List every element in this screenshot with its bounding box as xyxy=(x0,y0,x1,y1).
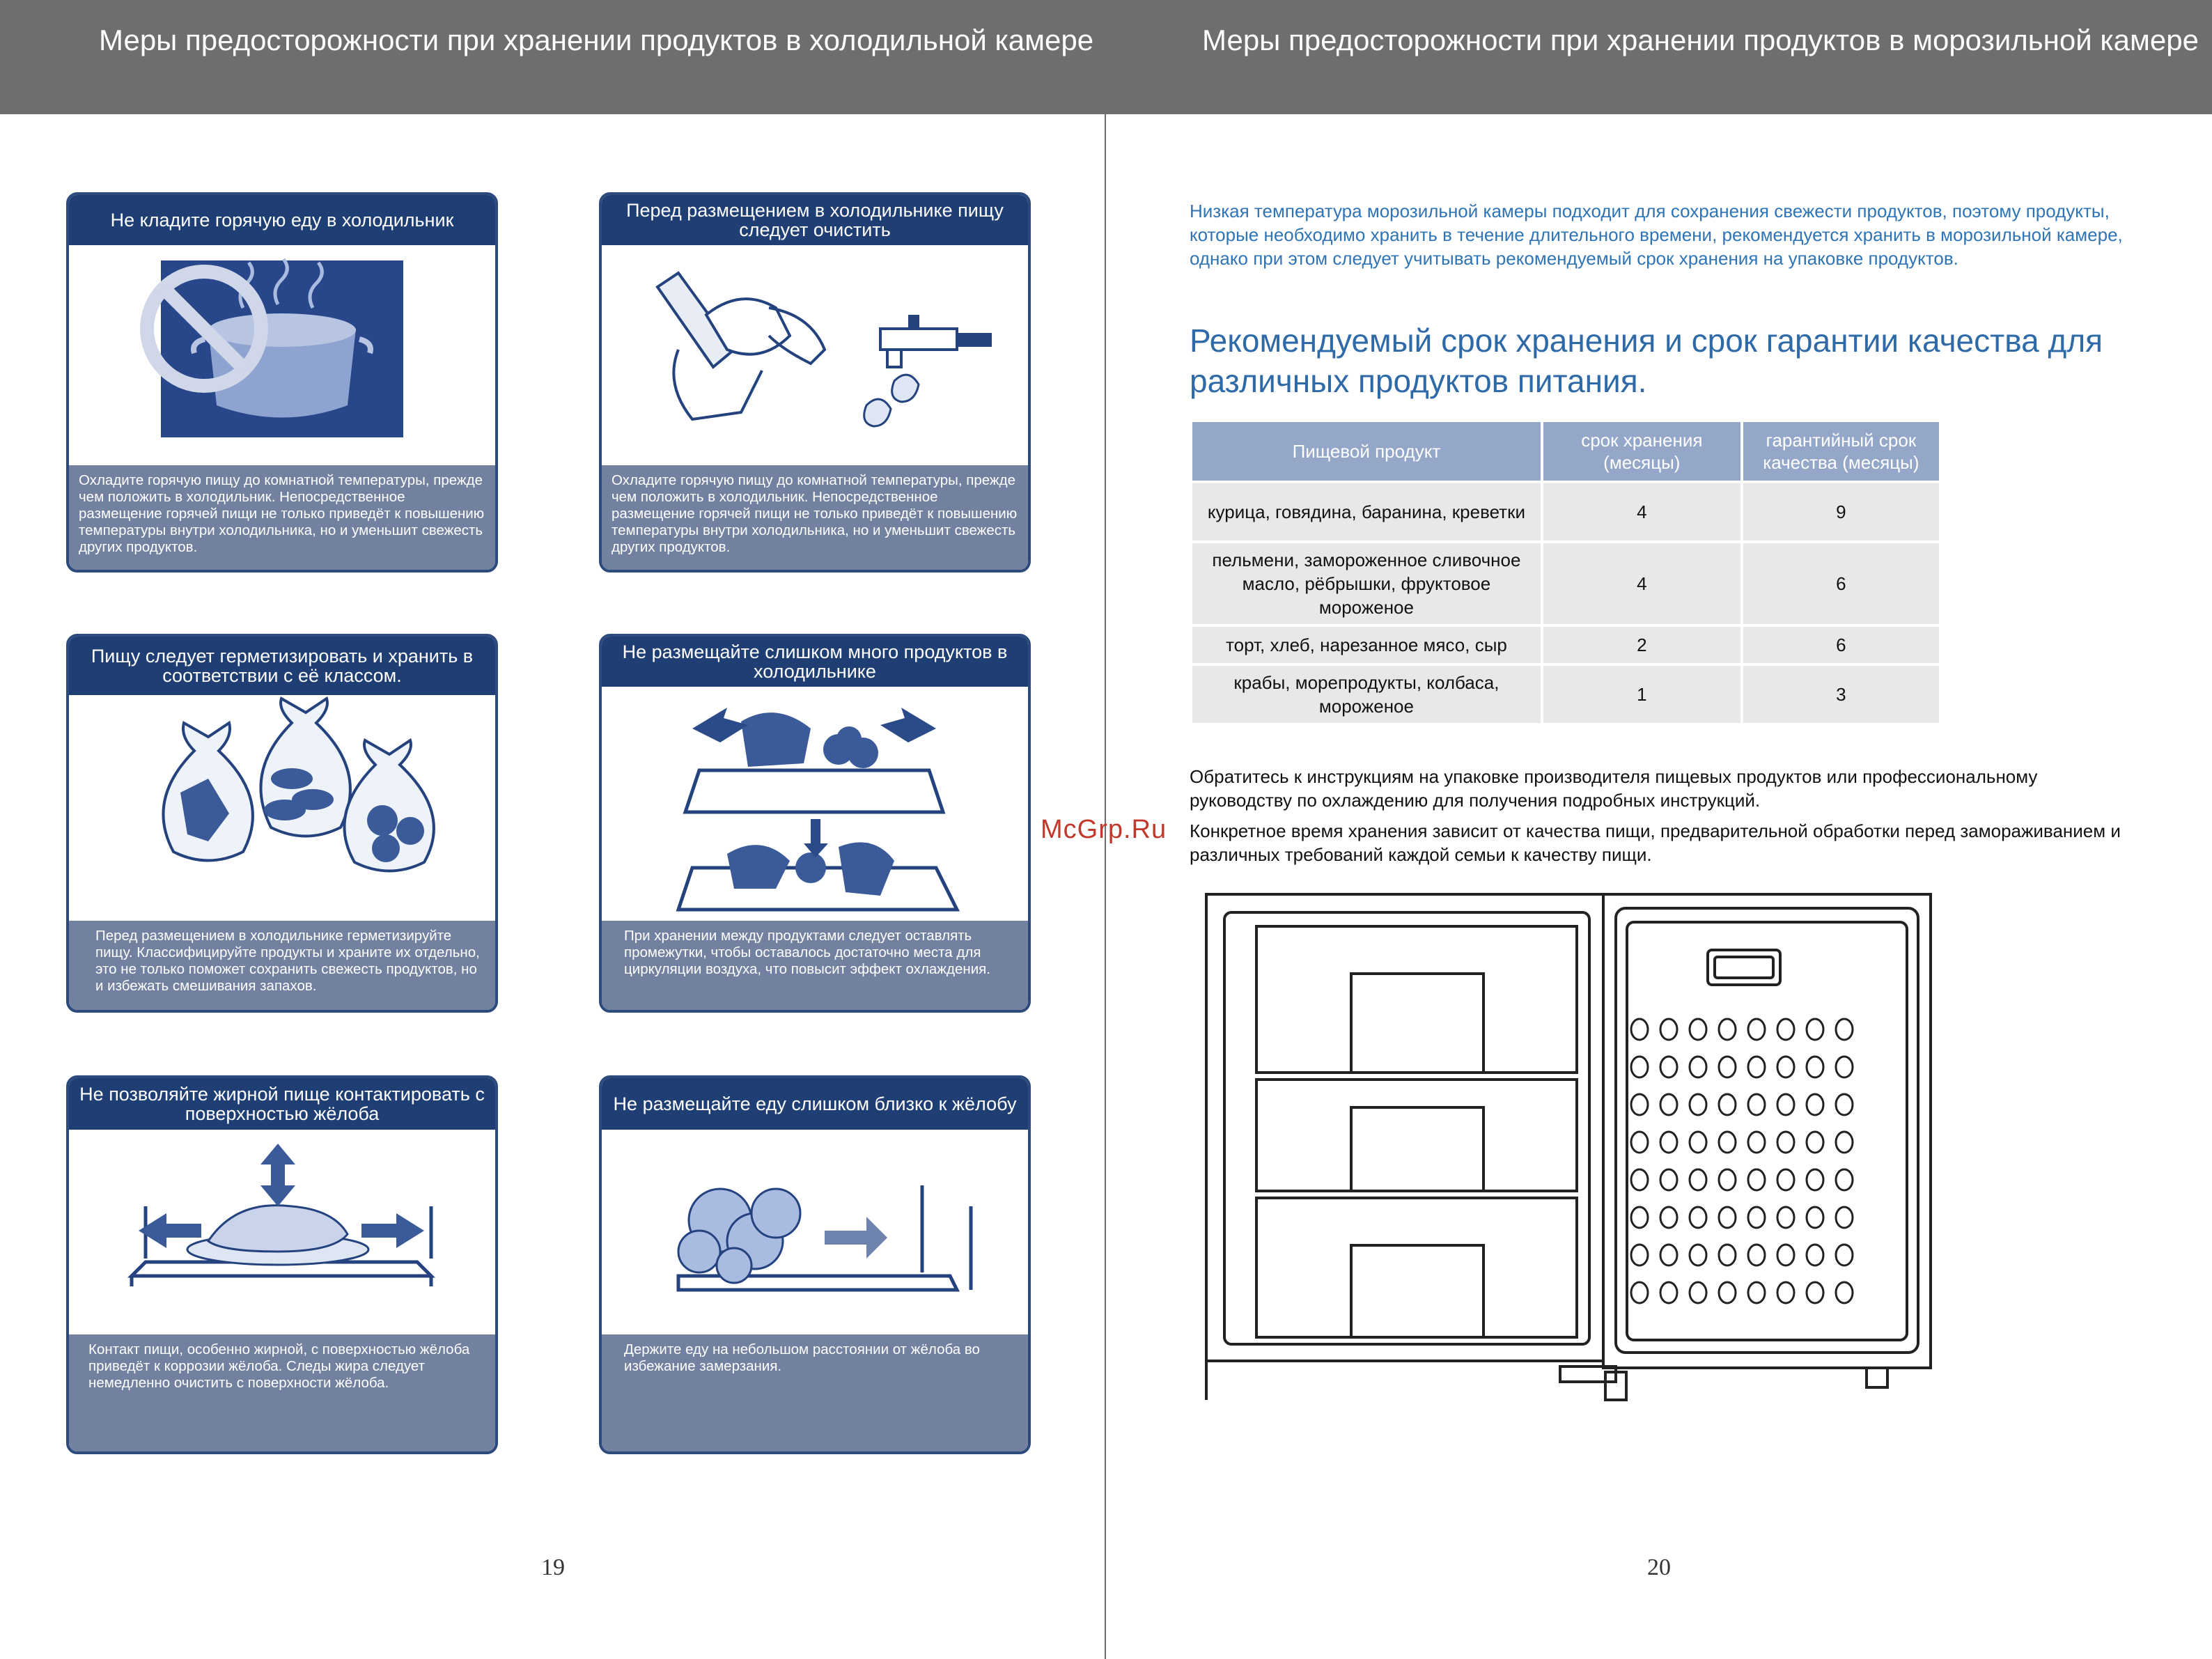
door-vent-oval xyxy=(1631,1245,1648,1265)
door-vent-oval xyxy=(1660,1169,1677,1190)
door-vent-oval xyxy=(1748,1057,1765,1077)
page-header-right: Меры предосторожности при хранении продуктов в морозильной камере xyxy=(1106,0,2212,114)
door-vent-oval xyxy=(1748,1132,1765,1153)
door-vent-oval xyxy=(1748,1282,1765,1303)
door-vent-oval xyxy=(1690,1057,1706,1077)
card-title: Не позволяйте жирной пище контактировать с поверхностью жёлоба xyxy=(69,1078,495,1130)
door-vent-oval xyxy=(1748,1169,1765,1190)
card-body-text: Контакт пищи, особенно жирной, с поверхностью жёлоба приведёт к коррозии жёлоба. Следы жира следует немедленно очистить с поверхности жёлоба. xyxy=(69,1334,495,1451)
door-vent-oval xyxy=(1719,1245,1736,1265)
door-vent-oval xyxy=(1719,1169,1736,1190)
guarantee-months-cell: 9 xyxy=(1742,482,1940,542)
door-vent-oval xyxy=(1777,1282,1794,1303)
door-vent-oval xyxy=(1777,1057,1794,1077)
door-vent-oval xyxy=(1777,1245,1794,1265)
storage-months-cell: 4 xyxy=(1542,542,1742,625)
tip-card-not-too-much xyxy=(599,634,1031,1013)
door-vent-oval xyxy=(1719,1057,1736,1077)
door-vent-oval xyxy=(1660,1094,1677,1115)
door-vent-oval xyxy=(1690,1245,1706,1265)
door-vent-oval xyxy=(1748,1019,1765,1040)
door-vent-oval xyxy=(1777,1094,1794,1115)
card-body-text: Охладите горячую пищу до комнатной температуры, прежде чем положить в холодильник. Непосредственное размещение горячей пищи не только приведёт к повышению температуры внутри холодильника, но и уменьшит свежесть других продуктов. xyxy=(69,465,495,570)
door-vent-oval xyxy=(1807,1057,1823,1077)
door-vent-oval xyxy=(1660,1245,1677,1265)
door-vent-oval xyxy=(1660,1019,1677,1040)
door-vent-oval xyxy=(1690,1094,1706,1115)
tip-card-not-too-close xyxy=(599,1075,1031,1454)
fruit-shelf-illustration xyxy=(602,1130,1028,1335)
door-vent-oval xyxy=(1748,1094,1765,1115)
page-number-right: 20 xyxy=(1647,1555,1671,1580)
hot-pot-illustration xyxy=(69,245,495,472)
storage-months-cell: 2 xyxy=(1542,625,1742,664)
page-header-left: Меры предосторожности при хранении продуктов в холодильной камере xyxy=(0,0,1106,114)
door-vent-oval xyxy=(1719,1132,1736,1153)
door-vent-oval xyxy=(1836,1245,1853,1265)
door-vent-oval xyxy=(1807,1019,1823,1040)
door-vent-oval xyxy=(1690,1132,1706,1153)
washing-illustration xyxy=(602,245,1028,472)
door-vent-oval xyxy=(1631,1094,1648,1115)
card-body-text: При хранении между продуктами следует оставлять промежутки, чтобы оставалось достаточно места для циркуляции воздуха, что повысит эффект охлаждения. xyxy=(602,921,1028,1010)
door-vent-oval xyxy=(1631,1207,1648,1228)
instructions-note: Обратитесь к инструкциям на упаковке производителя пищевых продуктов или профессиональному руководству по охлаждению для получения подробных инструкций. xyxy=(1190,766,2038,811)
card-title: Не размещайте еду слишком близко к жёлобу xyxy=(602,1078,1028,1130)
table-row xyxy=(1191,542,1940,625)
column-header-quality-guarantee: гарантийный срок качества (месяцы) xyxy=(1742,421,1940,482)
door-vent-oval xyxy=(1836,1207,1853,1228)
door-vent-oval xyxy=(1631,1057,1648,1077)
door-vent-oval xyxy=(1719,1094,1736,1115)
table-header-row xyxy=(1191,421,1940,482)
door-vent-oval xyxy=(1807,1132,1823,1153)
column-header-storage-period: срок хранения (месяцы) xyxy=(1542,421,1742,482)
door-vent-oval xyxy=(1807,1094,1823,1115)
door-vent-oval xyxy=(1631,1019,1648,1040)
door-vent-oval xyxy=(1631,1132,1648,1153)
guarantee-months-cell: 3 xyxy=(1742,664,1940,724)
door-vent-oval xyxy=(1660,1057,1677,1077)
page-number-left: 19 xyxy=(541,1555,565,1580)
door-vent-oval xyxy=(1836,1057,1853,1077)
product-cell: курица, говядина, баранина, креветки xyxy=(1191,482,1542,542)
card-title: Не размещайте слишком много продуктов в холодильнике xyxy=(602,637,1028,687)
storage-months-cell: 4 xyxy=(1542,482,1742,542)
door-vent-oval xyxy=(1777,1019,1794,1040)
storage-time-note: Конкретное время хранения зависит от качества пищи, предварительной обработки перед замораживанием и различных требований каждой семьи к качеству пищи. xyxy=(1190,820,2121,865)
door-vent-oval xyxy=(1836,1169,1853,1190)
card-title: Перед размещением в холодильнике пищу следует очистить xyxy=(602,195,1028,245)
card-body-text: Охладите горячую пищу до комнатной температуры, прежде чем положить в холодильник. Непосредственное размещение горячей пищи не только приведёт к повышению температуры внутри холодильника, но и уменьшит свежесть других продуктов. xyxy=(602,465,1028,570)
tip-card-fat-food xyxy=(66,1075,498,1454)
door-vent-oval xyxy=(1807,1245,1823,1265)
door-vent-oval xyxy=(1807,1207,1823,1228)
door-vent-oval xyxy=(1748,1245,1765,1265)
door-vent-oval xyxy=(1807,1282,1823,1303)
door-vent-oval xyxy=(1836,1132,1853,1153)
shelf-airflow-illustration xyxy=(602,687,1028,927)
guarantee-months-cell: 6 xyxy=(1742,625,1940,664)
freezer-diagram xyxy=(1198,885,1950,1417)
door-vent-oval xyxy=(1690,1282,1706,1303)
door-vent-oval xyxy=(1690,1207,1706,1228)
storage-months-cell: 1 xyxy=(1542,664,1742,724)
door-vent-oval xyxy=(1777,1132,1794,1153)
door-vent-oval xyxy=(1748,1207,1765,1228)
tip-card-clean-food xyxy=(599,192,1031,573)
door-vent-oval xyxy=(1631,1282,1648,1303)
table-row xyxy=(1191,664,1940,724)
tip-card-seal-food xyxy=(66,634,498,1013)
freezer-intro-text: Низкая температура морозильной камеры подходит для сохранения свежести продуктов, поэтому продукты, которые необходимо хранить в течение длительного времени, рекомендуется хранить в морозильной камере, однако при этом следует учитывать рекомендуемый срок хранения на упаковке продуктов. xyxy=(1190,201,2123,269)
product-cell: торт, хлеб, нарезанное мясо, сыр xyxy=(1191,625,1542,664)
door-vent-oval xyxy=(1690,1169,1706,1190)
door-vent-oval xyxy=(1719,1282,1736,1303)
door-vent-oval xyxy=(1719,1207,1736,1228)
tip-card-hot-food xyxy=(66,192,498,573)
column-header-product: Пищевой продукт xyxy=(1191,421,1542,482)
food-bags-illustration xyxy=(69,695,495,928)
table-row xyxy=(1191,482,1940,542)
freezer-drawing xyxy=(1198,885,1950,1414)
door-vent-oval xyxy=(1631,1169,1648,1190)
card-title: Не кладите горячую еду в холодильник xyxy=(69,195,495,245)
door-vent-oval xyxy=(1660,1207,1677,1228)
door-vent-oval xyxy=(1719,1019,1736,1040)
card-title: Пищу следует герметизировать и хранить в соответствии с её классом. xyxy=(69,637,495,695)
door-vent-oval xyxy=(1836,1094,1853,1115)
guarantee-months-cell: 6 xyxy=(1742,542,1940,625)
watermark-logo: McGrp.Ru xyxy=(1041,815,1167,844)
product-cell: крабы, морепродукты, колбаса, мороженое xyxy=(1191,664,1542,724)
table-row xyxy=(1191,625,1940,664)
storage-period-table xyxy=(1190,419,1942,726)
product-cell: пельмени, замороженное сливочное масло, рёбрышки, фруктовое мороженое xyxy=(1191,542,1542,625)
card-body-text: Держите еду на небольшом расстоянии от жёлоба во избежание замерзания. xyxy=(602,1334,1028,1451)
door-vent-oval xyxy=(1690,1019,1706,1040)
door-vent-oval xyxy=(1836,1019,1853,1040)
card-body-text: Перед размещением в холодильнике герметизируйте пищу. Классифицируйте продукты и храните их отдельно, это не только поможет сохранить свежесть продуктов, но и избежать смешивания запахов. xyxy=(69,921,495,1010)
door-vent-oval xyxy=(1807,1169,1823,1190)
storage-section-heading: Рекомендуемый срок хранения и срок гарантии качества для различных продуктов питания. xyxy=(1190,322,2103,399)
door-vent-oval xyxy=(1660,1282,1677,1303)
roast-chicken-illustration xyxy=(69,1130,495,1335)
door-vent-oval xyxy=(1777,1207,1794,1228)
door-vent-oval xyxy=(1836,1282,1853,1303)
door-vent-oval xyxy=(1777,1169,1794,1190)
door-vent-oval xyxy=(1660,1132,1677,1153)
